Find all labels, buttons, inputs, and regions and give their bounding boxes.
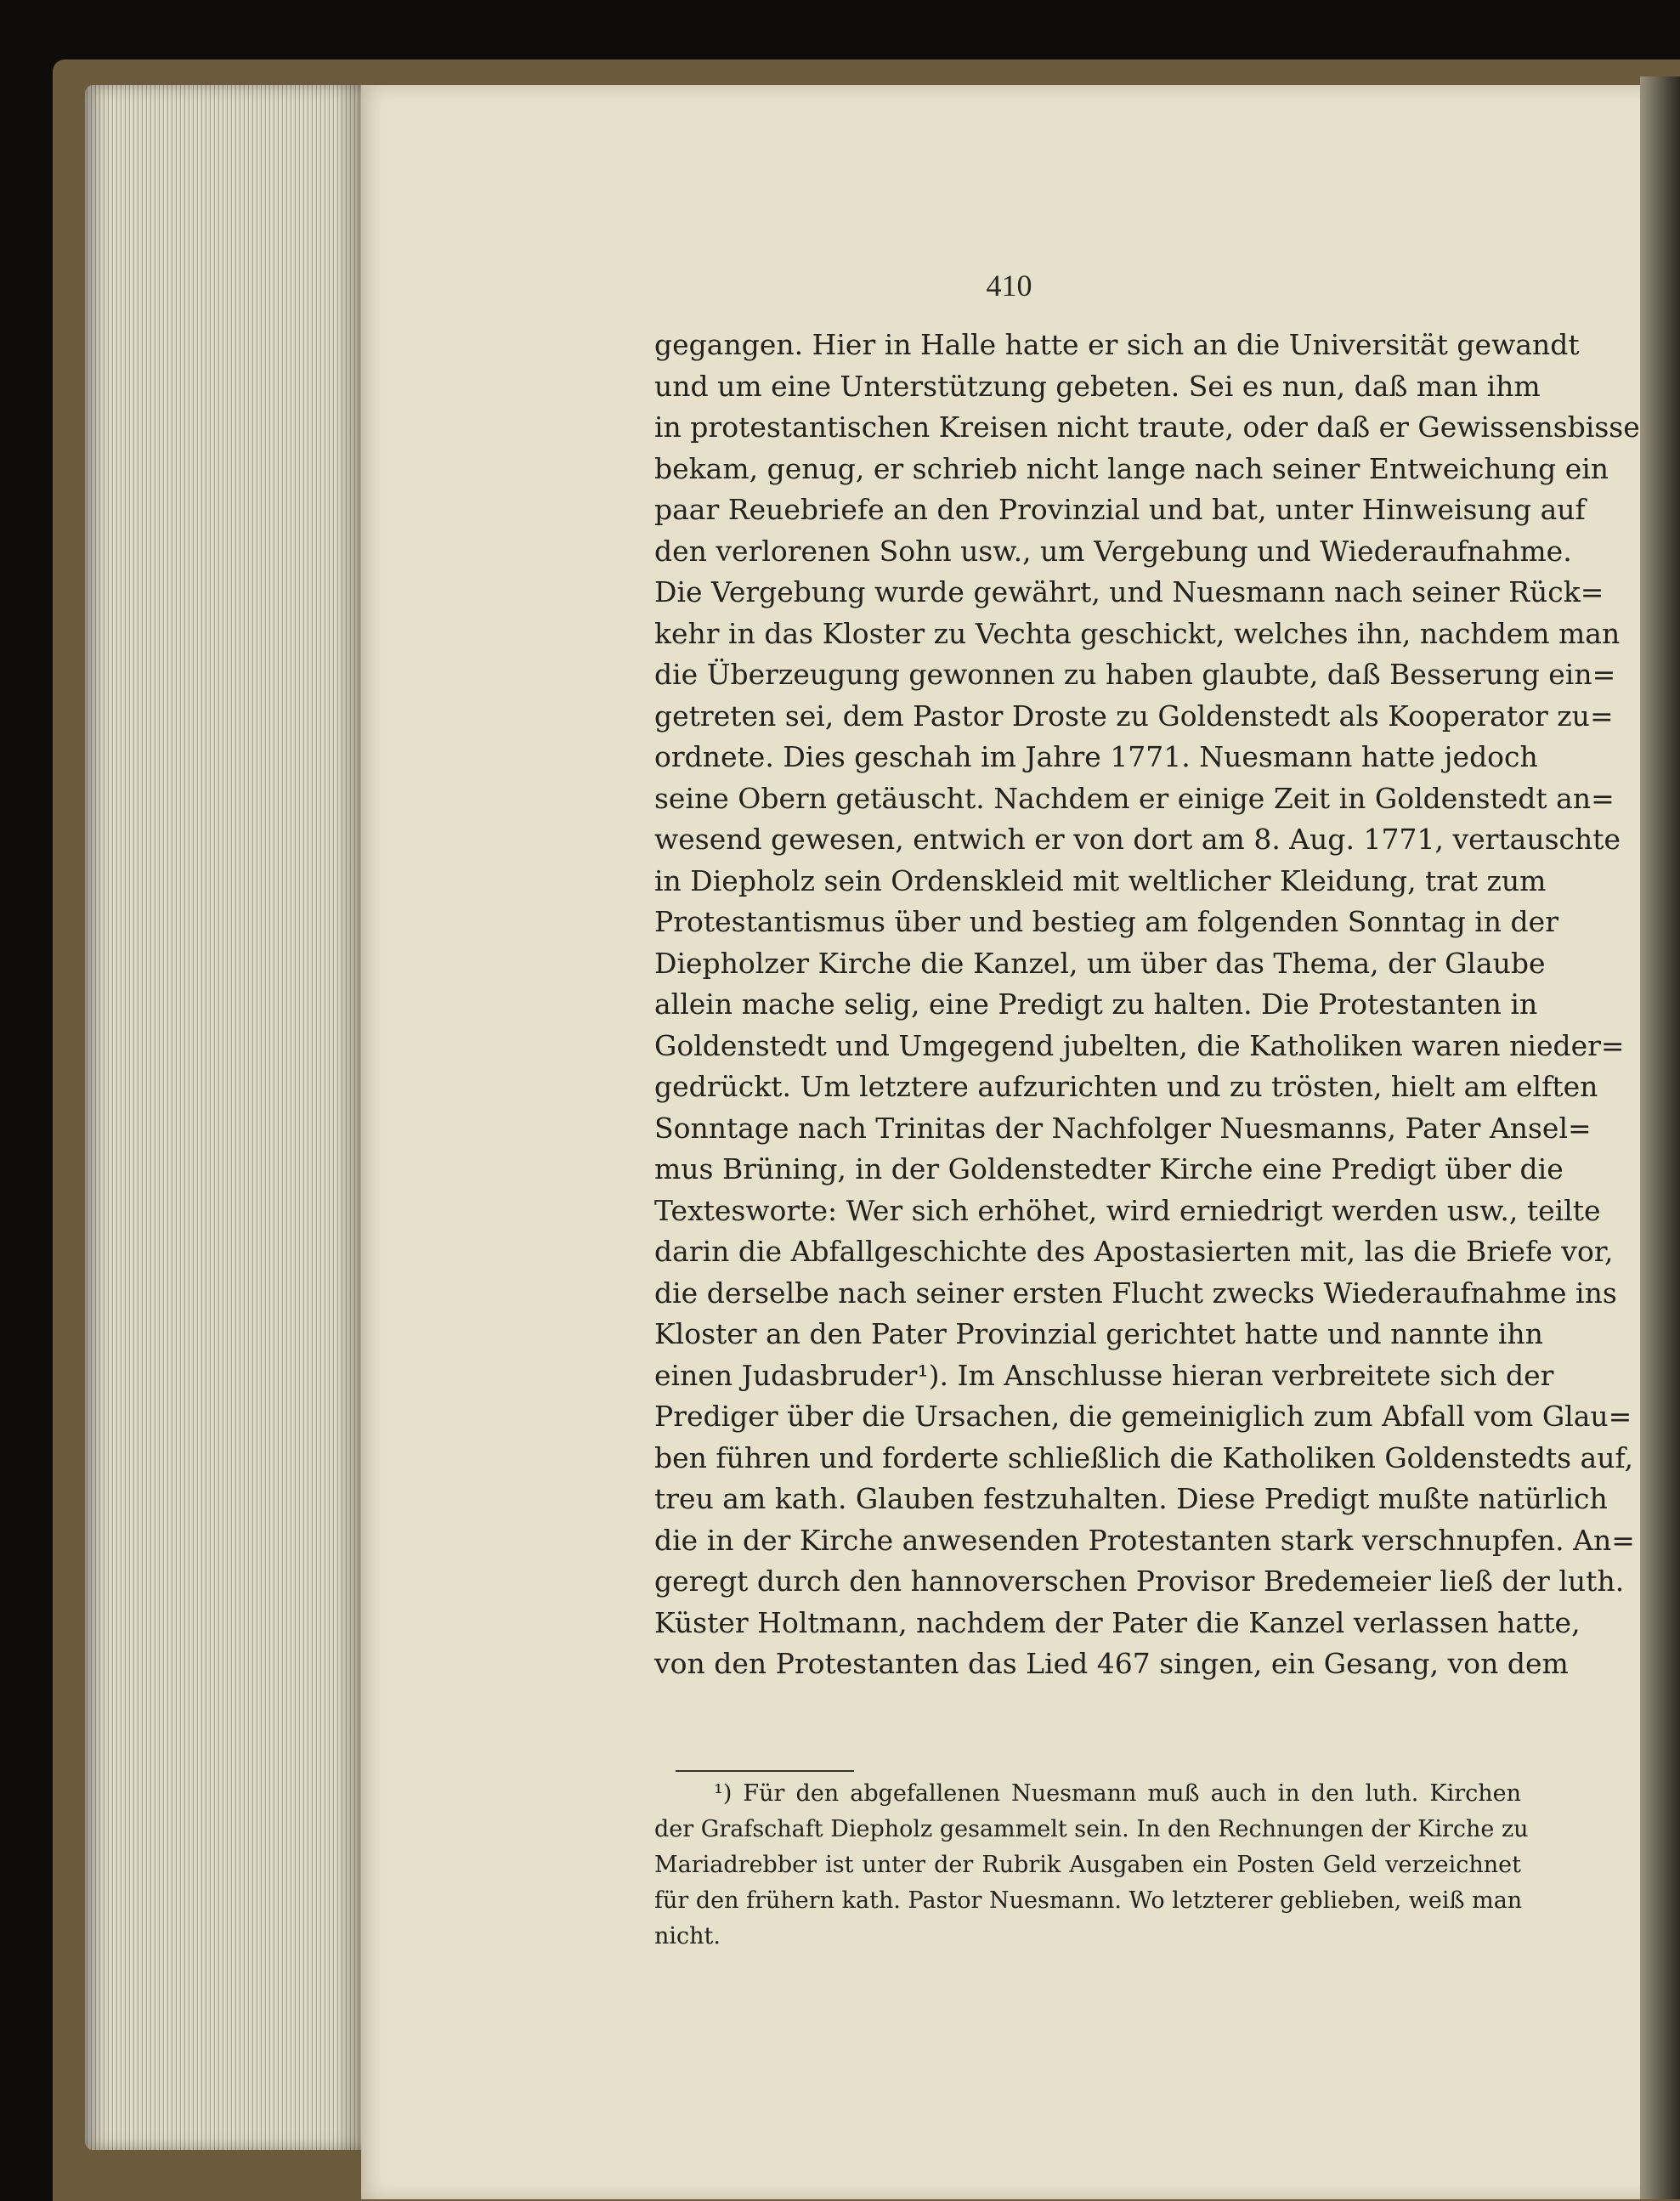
text-line: wesend gewesen, entwich er von dort am 8. Aug. 1771, vertauschte [654, 823, 1621, 856]
footnote-line: ¹) Für den abgefallenen Nuesmann muß auch in den luth. Kirchen [714, 1780, 1521, 1807]
text-line: die Überzeugung gewonnen zu haben glaubte, daß Besserung ein= [654, 658, 1616, 691]
text-line: paar Reuebriefe an den Provinzial und bat, unter Hinweisung auf [654, 493, 1586, 526]
text-line: ordnete. Dies geschah im Jahre 1771. Nuesmann hatte jedoch [654, 740, 1538, 773]
text-line: Kloster an den Pater Provinzial gerichtet hatte und nannte ihn [654, 1317, 1543, 1350]
footnote-rule [676, 1770, 854, 1772]
text-line: gegangen. Hier in Halle hatte er sich an die Universität gewandt [654, 328, 1580, 361]
body-text [654, 325, 1640, 1685]
text-line: Protestantismus über und bestieg am folgenden Sonntag in der [654, 905, 1558, 938]
text-line: Die Vergebung wurde gewährt, und Nuesmann nach seiner Rück= [654, 575, 1604, 608]
text-line: kehr in das Kloster zu Vechta geschickt, welches ihn, nachdem man [654, 616, 1621, 650]
text-line: geregt durch den hannoverschen Provisor Bredemeier ließ der luth. [654, 1564, 1625, 1598]
footnote [654, 1776, 1529, 1955]
text-line: mus Brüning, in der Goldenstedter Kirche eine Predigt über die [654, 1152, 1564, 1185]
text-line: Goldenstedt und Umgegend jubelten, die Katholiken waren nieder= [654, 1028, 1625, 1062]
footnote-line: Mariadrebber ist unter der Rubrik Ausgaben ein Posten Geld verzeichnet [654, 1852, 1521, 1878]
footnote-line: der Grafschaft Diepholz gesammelt sein. In den Rechnungen der Kirche zu [654, 1816, 1529, 1842]
text-line: Prediger über die Ursachen, die gemeiniglich zum Abfall vom Glau= [654, 1400, 1632, 1433]
book-page [361, 85, 1657, 2199]
footnote-line: für den frühern kath. Pastor Nuesmann. Wo letzterer geblieben, weiß man [654, 1887, 1523, 1914]
text-line: treu am kath. Glauben festzuhalten. Diese Predigt mußte natürlich [654, 1482, 1608, 1515]
text-line: getreten sei, dem Pastor Droste zu Goldenstedt als Kooperator zu= [654, 699, 1614, 733]
text-line: seine Obern getäuscht. Nachdem er einige Zeit in Goldenstedt an= [654, 781, 1615, 815]
facing-page-edge [1640, 76, 1680, 2199]
text-line: Küster Holtmann, nachdem der Pater die Kanzel verlassen hatte, [654, 1605, 1581, 1639]
text-line: bekam, genug, er schrieb nicht lange nach seiner Entweichung ein [654, 451, 1609, 485]
text-line: einen Judasbruder¹). Im Anschlusse hieran verbreitete sich der [654, 1358, 1554, 1392]
text-line: darin die Abfallgeschichte des Apostasierten mit, las die Briefe vor, [654, 1235, 1614, 1268]
text-line: die in der Kirche anwesenden Protestanten stark verschnupfen. An= [654, 1523, 1635, 1557]
text-line: von den Protestanten das Lied 467 singen, ein Gesang, von dem [654, 1647, 1569, 1680]
text-line: in protestantischen Kreisen nicht traute, oder daß er Gewissensbisse [654, 410, 1640, 444]
text-line: Sonntage nach Trinitas der Nachfolger Nuesmanns, Pater Ansel= [654, 1111, 1592, 1145]
text-line: und um eine Unterstützung gebeten. Sei es nun, daß man ihm [654, 369, 1541, 403]
text-line: in Diepholz sein Ordenskleid mit weltlicher Kleidung, trat zum [654, 863, 1547, 897]
text-line: allein mache selig, eine Predigt zu halten. Die Protestanten in [654, 987, 1538, 1021]
text-line: Textesworte: Wer sich erhöhet, wird erniedrigt werden usw., teilte [654, 1193, 1601, 1227]
text-line: ben führen und forderte schließlich die Katholiken Goldenstedts auf, [654, 1440, 1634, 1474]
text-line: den verlorenen Sohn usw., um Vergebung und Wiederaufnahme. [654, 534, 1572, 568]
text-line: Diepholzer Kirche die Kanzel, um über das Thema, der Glaube [654, 946, 1546, 980]
footnote-line: nicht. [654, 1923, 721, 1949]
text-line: die derselbe nach seiner ersten Flucht zwecks Wiederaufnahme ins [654, 1276, 1617, 1310]
page-number: 410 [986, 269, 1032, 303]
text-line: gedrückt. Um letztere aufzurichten und zu trösten, hielt am elften [654, 1070, 1598, 1103]
page-edges [85, 85, 365, 2150]
